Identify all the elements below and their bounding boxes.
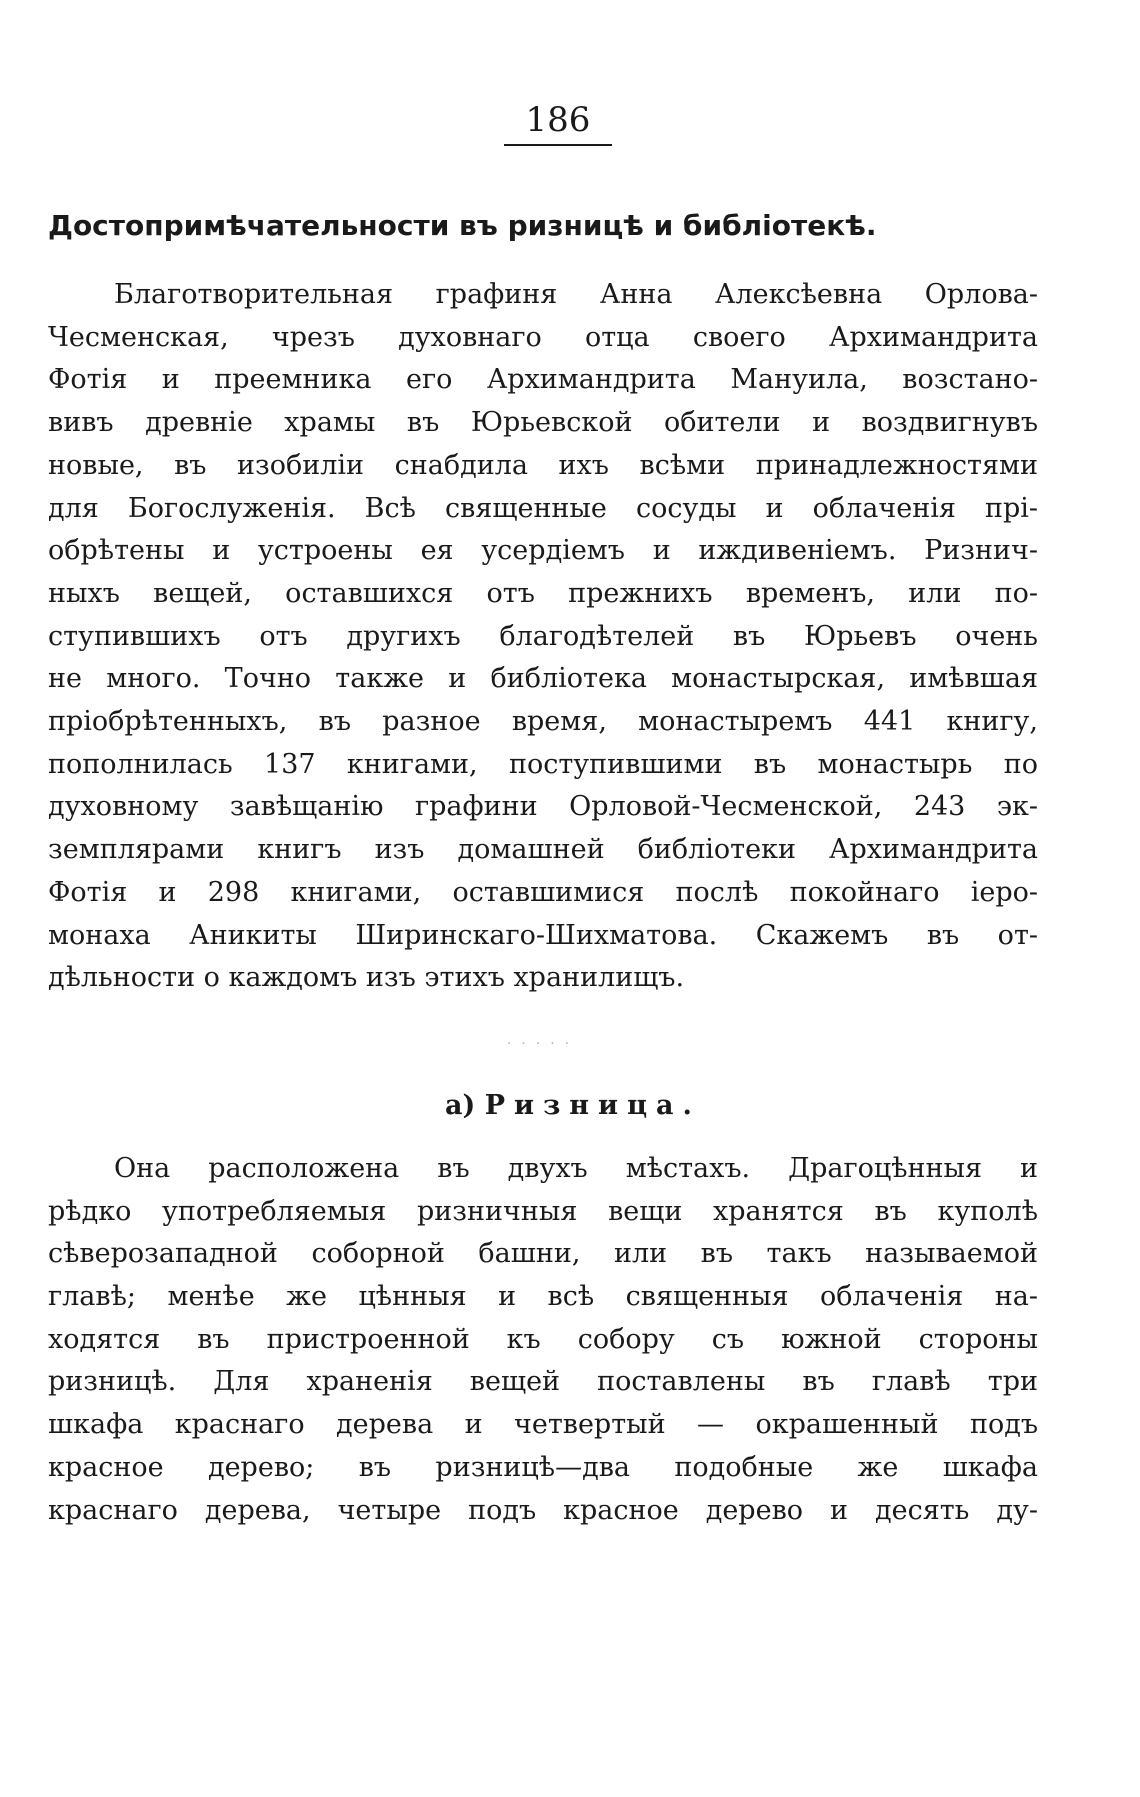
subsection-marker: а): [445, 1089, 476, 1121]
text-line: главѣ; менѣе же цѣнныя и всѣ священныя облаченія на-: [48, 1281, 1038, 1313]
page-number-container: [78, 100, 1038, 146]
book-page: [48, 100, 1038, 1532]
text-line: пріобрѣтенныхъ, въ разное время, монастыремъ 441 книгу,: [48, 706, 1038, 738]
text-line: обрѣтены и устроены ея усердіемъ и иждивеніемъ. Ризнич-: [48, 535, 1038, 567]
text-line: вивъ древніе храмы въ Юрьевской обители и воздвигнувъ: [48, 407, 1038, 439]
subsection-title: Ризница.: [484, 1089, 701, 1121]
text-line: красное дерево; въ ризницѣ—два подобные же шкафа: [48, 1451, 1038, 1483]
text-line: ступившихъ отъ другихъ благодѣтелей въ Юрьевъ очень: [48, 620, 1038, 652]
text-line: ризницѣ. Для храненія вещей поставлены въ главѣ три: [48, 1366, 1038, 1398]
page-number: 186: [504, 100, 613, 146]
paragraph-2: [48, 1148, 1038, 1532]
text-line: новые, въ изобиліи снабдила ихъ всѣми принадлежностями: [48, 449, 1038, 481]
subsection-heading: [108, 1086, 1038, 1126]
text-line: духовному завѣщанію графини Орловой-Чесменской, 243 эк-: [48, 791, 1038, 823]
text-line: не много. Точно также и библіотека монастырская, имѣвшая: [48, 663, 1038, 695]
text-line: шкафа краснаго дерева и четвертый — окрашенный подъ: [48, 1409, 1038, 1441]
paragraph-1: [48, 274, 1038, 1000]
text-line: пополнилась 137 книгами, поступившими въ монастырь по: [48, 748, 1038, 780]
scan-speckle-divider: ·····: [506, 1035, 580, 1052]
text-line: сѣверозападной соборной башни, или въ такъ называемой: [48, 1238, 1038, 1270]
text-line: Она расположена въ двухъ мѣстахъ. Драгоцѣнныя и: [114, 1152, 1038, 1184]
text-line: Фотія и преемника его Архимандрита Мануила, возстано-: [48, 364, 1038, 396]
text-line: Благотворительная графиня Анна Алексѣевна Орлова-: [114, 279, 1038, 310]
text-line: Фотія и 298 книгами, оставшимися послѣ покойнаго іеро-: [48, 876, 1038, 908]
text-line: Чесменская, чрезъ духовнаго отца своего Архимандрита: [48, 321, 1038, 353]
text-line: монаха Аникиты Ширинскаго-Шихматова. Скажемъ въ от-: [48, 919, 1038, 951]
text-line: дѣльности о каждомъ изъ этихъ хранилищъ.: [48, 962, 685, 994]
text-line: земплярами книгъ изъ домашней библіотеки Архимандрита: [48, 834, 1038, 866]
section-heading: Достопримѣчательности въ ризницѣ и библіотекѣ.: [48, 209, 877, 242]
text-line: для Богослуженія. Всѣ священные сосуды и облаченія прі-: [48, 492, 1038, 524]
text-line: краснаго дерева, четыре подъ красное дерево и десять ду-: [48, 1494, 1038, 1526]
text-line: ныхъ вещей, оставшихся отъ прежнихъ временъ, или по-: [48, 577, 1038, 609]
text-line: ходятся въ пристроенной къ собору съ южной стороны: [48, 1323, 1038, 1355]
text-line: рѣдко употребляемыя ризничныя вещи хранятся въ куполѣ: [48, 1195, 1038, 1227]
